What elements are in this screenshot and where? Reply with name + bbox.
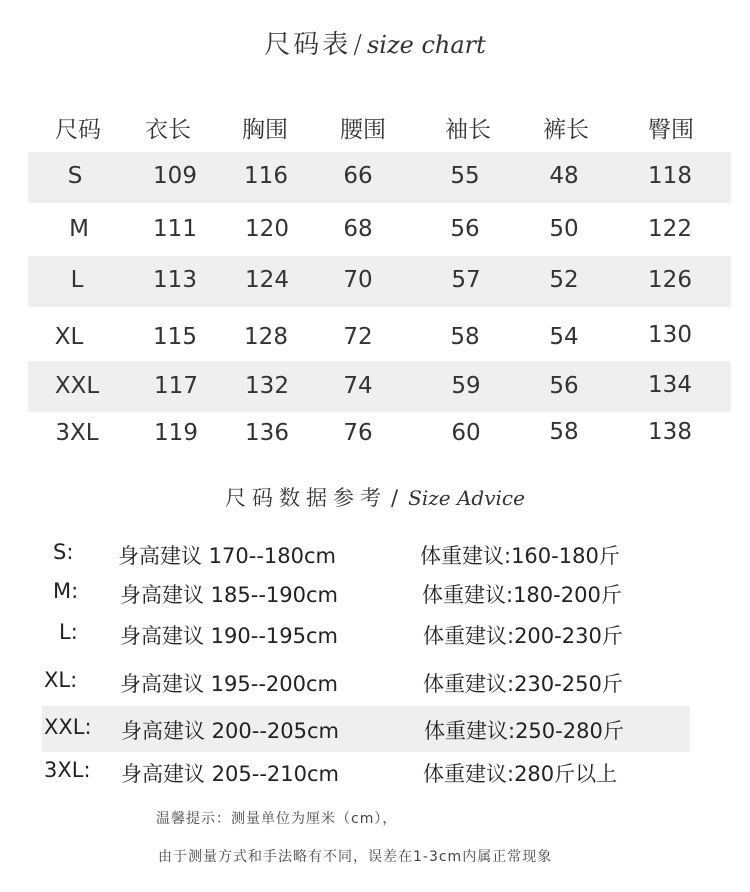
header-cell: 胸围	[242, 117, 288, 143]
advice-weight: 体重建议:180-200斤	[422, 583, 622, 607]
advice-size: XXL:	[44, 715, 92, 739]
table-cell: 120	[245, 216, 289, 242]
advice-height: 身高建议 185--190cm	[120, 583, 338, 607]
table-cell: 109	[153, 163, 197, 189]
table-cell: L	[70, 267, 84, 293]
table-cell: 68	[343, 216, 373, 242]
row-band	[28, 361, 731, 412]
page-title	[0, 24, 750, 61]
table-cell: 115	[153, 324, 197, 350]
table-cell: 3XL	[55, 420, 99, 446]
table-cell: 126	[648, 267, 692, 293]
title-cn: 尺码表	[264, 30, 352, 60]
advice-size: 3XL:	[44, 758, 91, 782]
table-cell: 55	[450, 163, 480, 189]
table-cell: 52	[549, 267, 579, 293]
advice-weight: 体重建议:200-230斤	[423, 624, 623, 648]
table-cell: 136	[245, 420, 289, 446]
table-cell: 59	[451, 373, 481, 399]
advice-weight: 体重建议:250-280斤	[424, 719, 624, 743]
advice-height: 身高建议 195--200cm	[120, 672, 338, 696]
header-cell: 衣长	[145, 117, 191, 143]
table-cell: 132	[245, 373, 289, 399]
table-cell: 124	[245, 267, 289, 293]
header-cell: 袖长	[445, 117, 491, 143]
advice-size: XL:	[44, 668, 78, 692]
title-en: size chart	[366, 31, 486, 59]
table-cell: 57	[451, 267, 481, 293]
advice-title	[0, 482, 750, 512]
advice-height: 身高建议 190--195cm	[120, 624, 338, 648]
advice-weight: 体重建议:160-180斤	[420, 544, 620, 568]
advice-weight: 体重建议:230-250斤	[423, 672, 623, 696]
header-cell: 腰围	[340, 117, 386, 143]
table-cell: XL	[54, 324, 84, 350]
table-cell: 56	[549, 373, 579, 399]
advice-size: L:	[59, 620, 78, 644]
table-cell: 130	[648, 322, 692, 348]
table-cell: 76	[343, 420, 373, 446]
row-band	[28, 152, 731, 203]
table-cell: 138	[648, 419, 692, 445]
table-cell: 119	[154, 420, 198, 446]
advice-title-en: Size Advice	[408, 486, 525, 510]
table-cell: 48	[549, 163, 579, 189]
row-band	[28, 256, 731, 307]
advice-weight: 体重建议:280斤以上	[423, 762, 618, 786]
table-cell: 113	[153, 267, 197, 293]
table-cell: 66	[343, 163, 373, 189]
advice-size: M:	[53, 579, 79, 603]
table-cell: 58	[450, 324, 480, 350]
table-cell: S	[67, 163, 83, 189]
table-cell: 116	[244, 163, 288, 189]
table-cell: 70	[343, 267, 373, 293]
advice-height: 身高建议 170--180cm	[118, 544, 336, 568]
header-cell: 裤长	[543, 117, 589, 143]
table-cell: 58	[549, 419, 579, 445]
table-cell: 118	[648, 163, 692, 189]
table-cell: 122	[648, 216, 692, 242]
table-cell: 111	[153, 216, 197, 242]
advice-height: 身高建议 200--205cm	[121, 719, 339, 743]
table-cell: 50	[549, 216, 579, 242]
advice-height: 身高建议 205--210cm	[121, 762, 339, 786]
advice-size: S:	[53, 540, 74, 564]
table-cell: 56	[450, 216, 480, 242]
advice-title-separator: /	[391, 486, 405, 510]
title-separator: /	[353, 30, 365, 60]
header-cell: 尺码	[55, 117, 101, 143]
table-cell: 60	[451, 420, 481, 446]
advice-title-cn: 尺码数据参考	[225, 486, 388, 510]
note-tolerance: 由于测量方式和手法略有不同，误差在1-3cm内属正常现象	[158, 849, 553, 865]
table-cell: 134	[648, 372, 692, 398]
table-cell: XXL	[54, 373, 100, 399]
table-cell: 117	[154, 373, 198, 399]
header-cell: 臀围	[648, 117, 694, 143]
table-cell: 54	[549, 324, 579, 350]
table-cell: 128	[244, 324, 288, 350]
table-cell: 74	[343, 373, 373, 399]
table-cell: 72	[343, 324, 373, 350]
note-tip: 温馨提示：测量单位为厘米（cm），	[156, 811, 398, 827]
table-cell: M	[69, 216, 89, 242]
